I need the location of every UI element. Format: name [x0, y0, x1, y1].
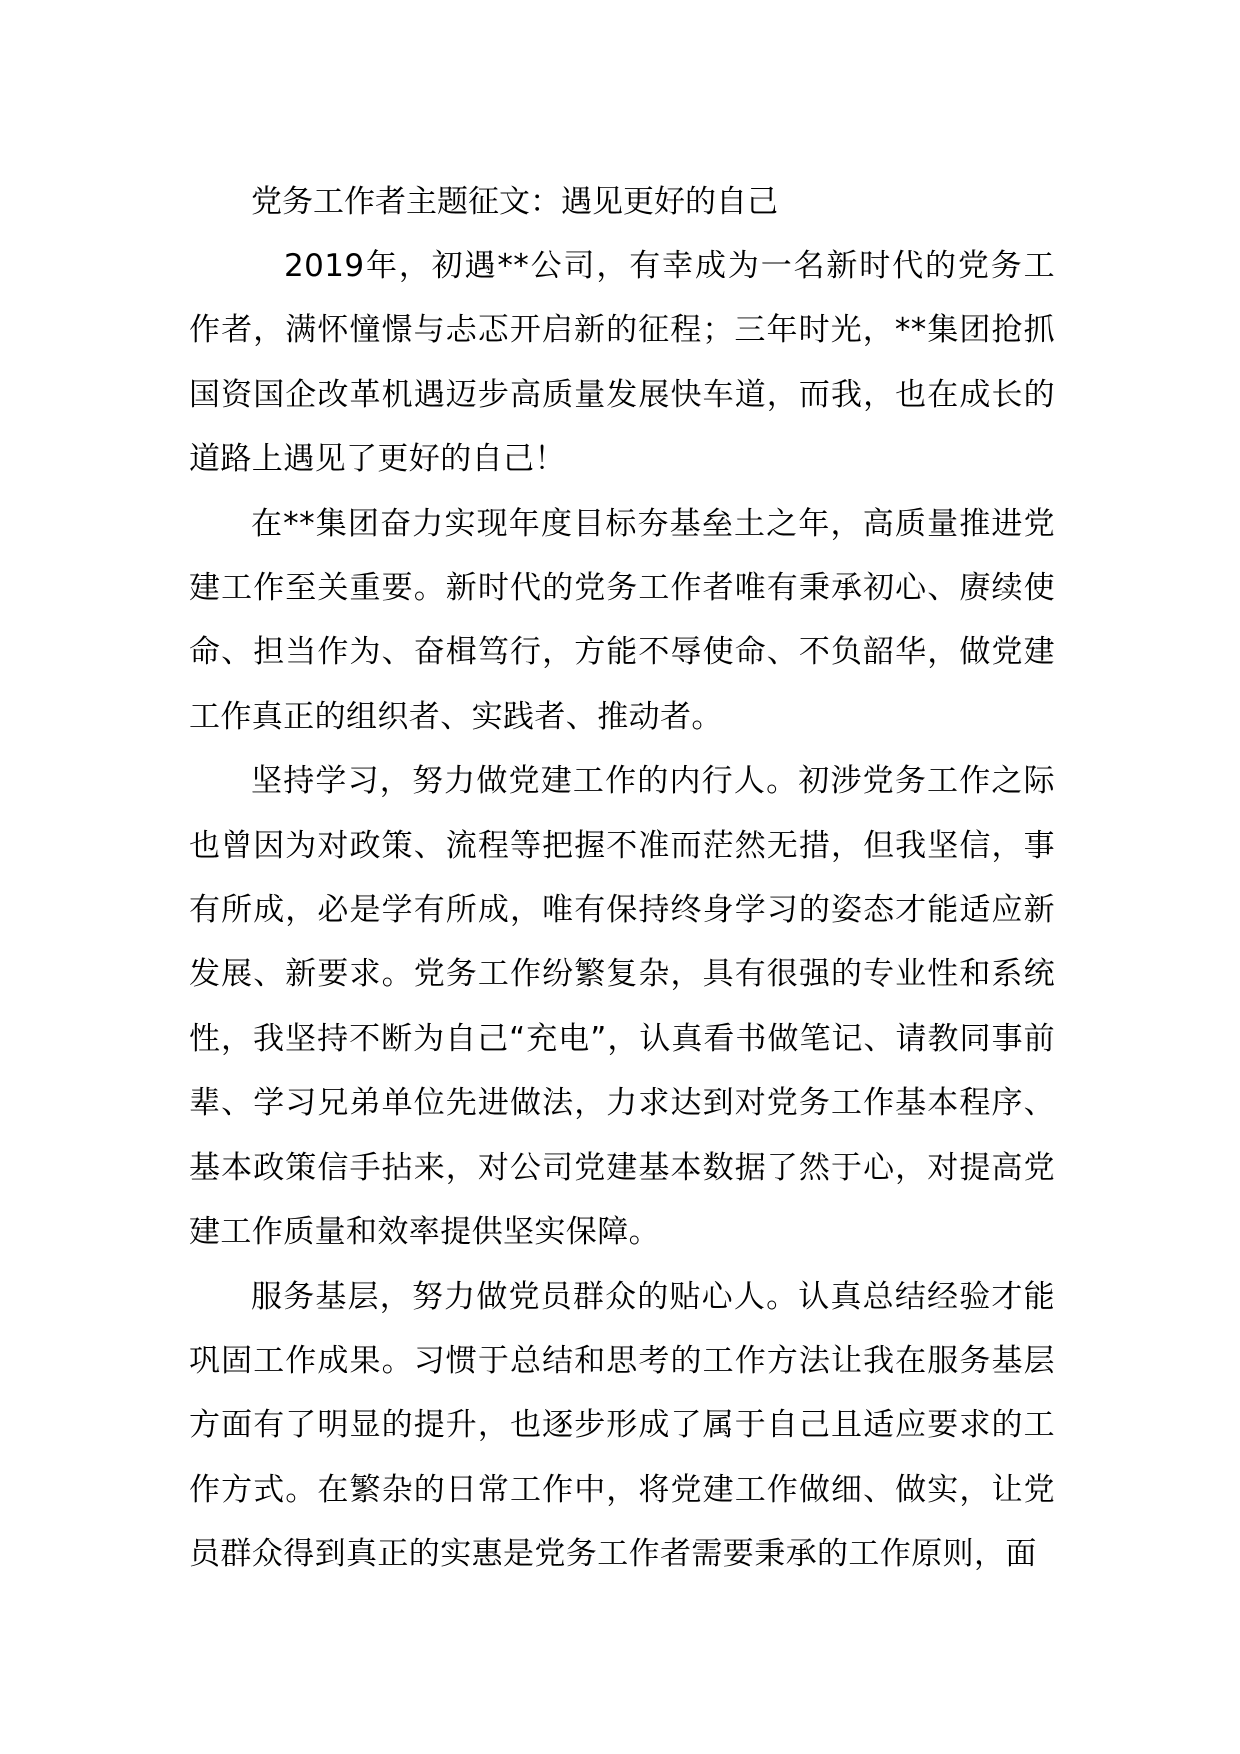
paragraph-intro: 2019年，初遇**公司，有幸成为一名新时代的党务工作者，满怀憧憬与忐忑开启新的征程；三年时光，**集团抢抓国资国企改革机遇迈步高质量发展快车道，而我，也在成长的道路上遇见了更好的自己！	[189, 248, 1055, 478]
document-title: 党务工作者主题征文：遇见更好的自己	[251, 184, 778, 220]
document-body	[189, 170, 1055, 1587]
paragraph-service: 服务基层，努力做党员群众的贴心人。认真总结经验才能巩固工作成果。习惯于总结和思考的工作方法让我在服务基层方面有了明显的提升，也逐步形成了属于自己且适应要求的工作方式。在繁杂的日常工作中，将党建工作做细、做实，让党员群众得到真正的实惠是党务工作者需要秉承的工作原则，面	[189, 1278, 1055, 1573]
paragraph-importance: 在**集团奋力实现年度目标夯基垒土之年，高质量推进党建工作至关重要。新时代的党务工作者唯有秉承初心、赓续使命、担当作为、奋楫笃行，方能不辱使命、不负韶华，做党建工作真正的组织者、实践者、推动者。	[189, 505, 1055, 735]
paragraph-learning: 坚持学习，努力做党建工作的内行人。初涉党务工作之际也曾因为对政策、流程等把握不准而茫然无措，但我坚信，事有所成，必是学有所成，唯有保持终身学习的姿态才能适应新发展、新要求。党务工作纷繁复杂，具有很强的专业性和系统性，我坚持不断为自己“充电”，认真看书做笔记、请教同事前辈、学习兄弟单位先进做法，力求达到对党务工作基本程序、基本政策信手拈来，对公司党建基本数据了然于心，对提高党建工作质量和效率提供坚实保障。	[189, 763, 1055, 1251]
